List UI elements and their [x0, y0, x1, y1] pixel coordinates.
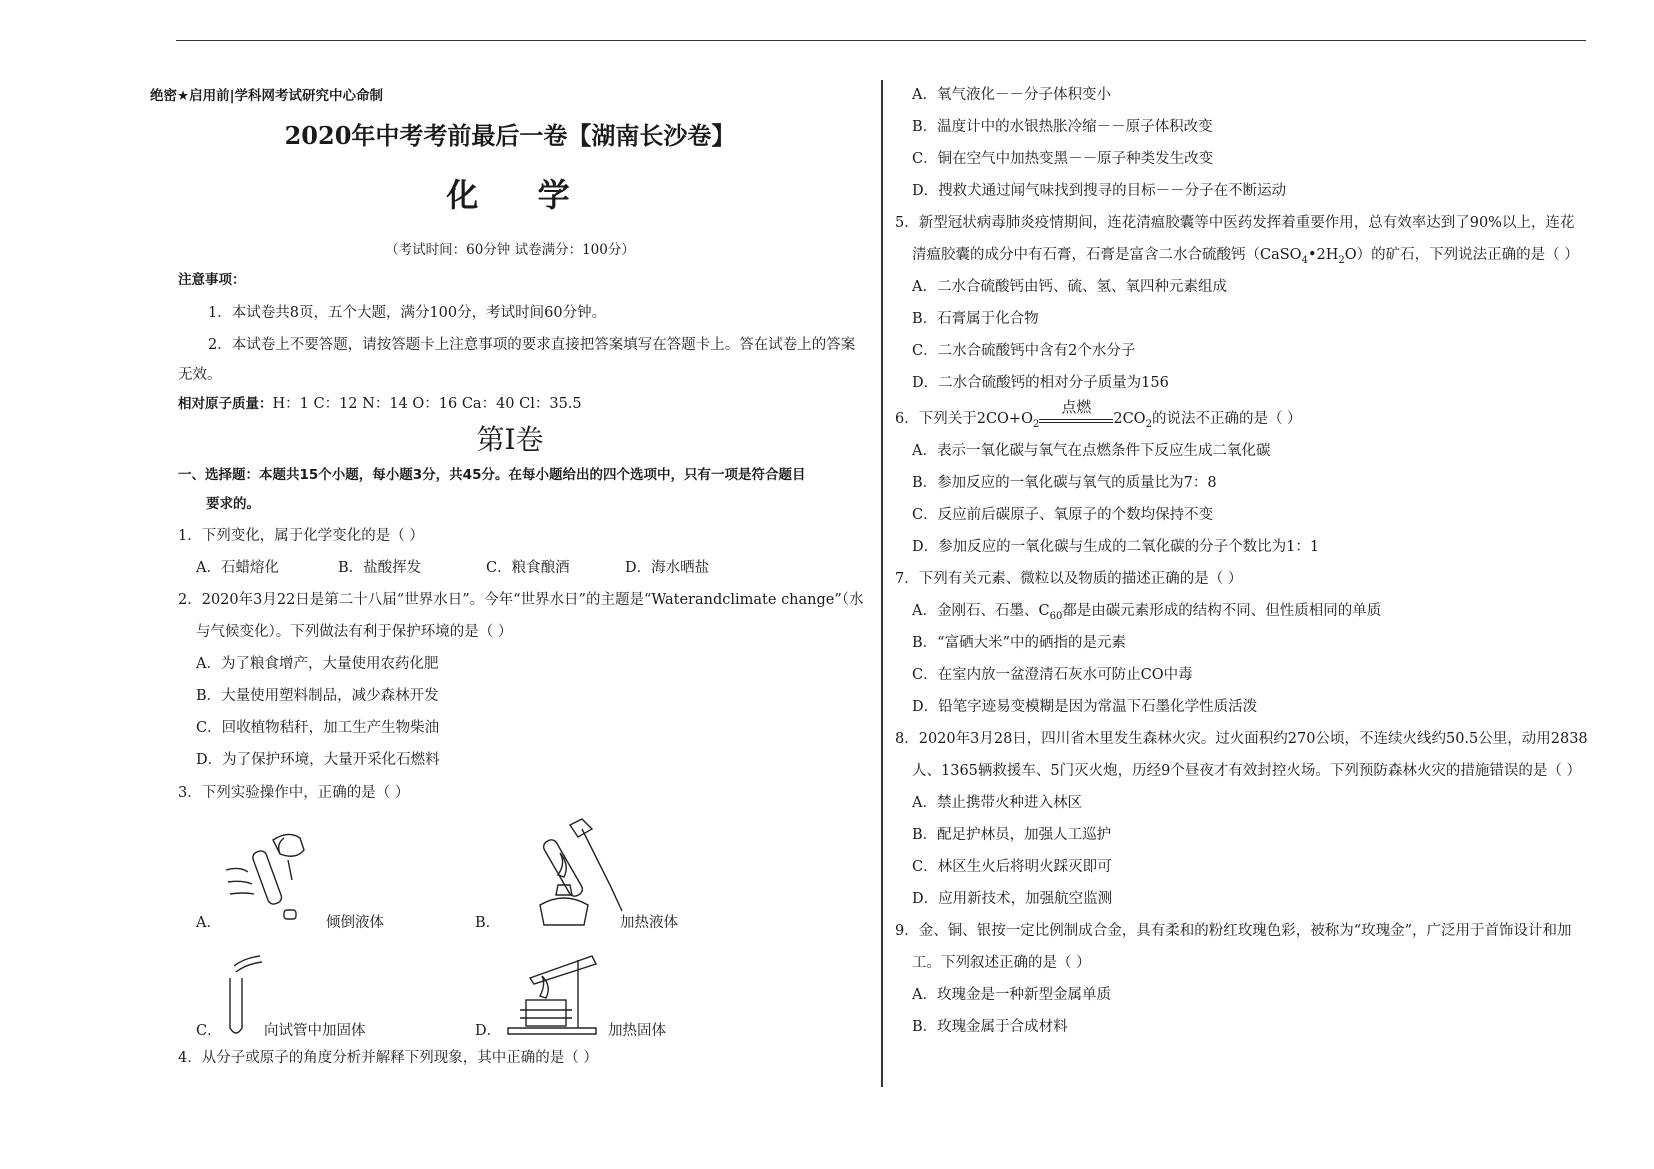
q9-stem-line1: 9．金、铜、银按一定比例制成合金，具有柔和的粉红玫瑰色彩，被称为“玫瑰金”，广泛用于首饰设计和加 — [895, 923, 1572, 939]
q3-option-a-label[interactable]: A． — [196, 915, 221, 931]
notes-heading: 注意事项： — [178, 272, 246, 288]
q6-option-b[interactable]: B．参加反应的一氧化碳与氧气的质量比为7：8 — [912, 475, 1217, 491]
q5-option-a[interactable]: A．二水合硫酸钙由钙、硫、氢、氧四种元素组成 — [912, 279, 1227, 295]
q6-stem-text-2: 2CO — [1113, 411, 1146, 427]
q9-option-b[interactable]: B．玫瑰金属于合成材料 — [912, 1019, 1068, 1035]
atomic-mass-label: 相对原子质量： — [178, 396, 273, 412]
note-item-1: 1．本试卷共8页，五个大题，满分100分，考试时间60分钟。 — [208, 305, 607, 321]
q2-option-a[interactable]: A．为了粮食增产，大量使用农药化肥 — [196, 656, 439, 672]
q2-stem-line1: 2．2020年3月22日是第二十八届“世界水日”。今年“世界水日”的主题是“Waterandclimate change”（水 — [178, 592, 864, 608]
q7-option-d[interactable]: D．铅笔字迹易变模糊是因为常温下石墨化学性质活泼 — [912, 699, 1258, 715]
q7-option-c[interactable]: C．在室内放一盆澄清石灰水可防止CO中毒 — [912, 667, 1193, 683]
equals-bar-bottom — [1039, 422, 1113, 423]
q1-option-b[interactable]: B．盐酸挥发 — [338, 560, 422, 576]
q2-option-c[interactable]: C．回收植物秸秆，加工生产生物柴油 — [196, 720, 440, 736]
q7-option-a-text-1: A．金刚石、石墨、C — [912, 603, 1050, 619]
stopper-icon — [280, 905, 302, 923]
atomic-mass-line — [178, 395, 582, 413]
q5-subscript-2: 2 — [1338, 254, 1345, 266]
exam-title: 2020年中考考前最后一卷【湖南长沙卷】 — [284, 121, 736, 150]
column-divider — [881, 80, 883, 1087]
q7-stem: 7．下列有关元素、微粒以及物质的描述正确的是（ ） — [895, 571, 1243, 587]
heat-liquid-figure — [500, 815, 640, 930]
equals-bar-top — [1039, 419, 1113, 420]
q5-stem-text-2: •2H — [1307, 247, 1339, 263]
q2-option-b[interactable]: B．大量使用塑料制品，减少森林开发 — [196, 688, 439, 704]
q7-option-a-subscript: 60 — [1049, 610, 1063, 622]
q2-option-d[interactable]: D．为了保护环境，大量开采化石燃料 — [196, 752, 440, 768]
q8-option-c[interactable]: C．林区生火后将明火踩灭即可 — [912, 859, 1112, 875]
q6-stem-text-1: 6．下列关于2CO+O — [895, 411, 1033, 427]
q3-option-d-label[interactable]: D． — [475, 1023, 502, 1039]
section1-line1: 一、选择题：本题共15个小题，每小题3分，共45分。在每小题给出的四个选项中，只有一项是符合题目 — [178, 467, 806, 483]
q3-option-b-caption: 加热液体 — [620, 915, 678, 931]
q1-option-c[interactable]: C．粮食酿酒 — [486, 560, 570, 576]
volume-title: 第Ⅰ卷 — [476, 423, 544, 456]
atomic-mass-values: H：1 C：12 N：14 O：16 Ca：40 Cl：35.5 — [272, 396, 582, 412]
q3-option-b-label[interactable]: B． — [475, 915, 501, 931]
q3-option-d-caption: 加热固体 — [608, 1023, 666, 1039]
q1-option-a[interactable]: A．石蜡熔化 — [196, 560, 279, 576]
q7-option-a[interactable] — [912, 602, 1381, 620]
q1-option-d[interactable]: D．海水晒盐 — [625, 560, 710, 576]
q7-option-b[interactable]: B．“富硒大米”中的硒指的是元素 — [912, 635, 1126, 651]
q5-stem-line2 — [912, 246, 1579, 264]
q9-stem-line2: 工。下列叙述正确的是（ ） — [912, 955, 1091, 971]
heat-solid-figure — [500, 940, 610, 1040]
note-item-2-line1: 2．本试卷上不要答题，请按答题卡上注意事项的要求直接把答案填写在答题卡上。答在试卷上的答案 — [208, 337, 856, 353]
q3-option-c-label[interactable]: C． — [196, 1023, 222, 1039]
secret-line: 绝密★启用前|学科网考试研究中心命制 — [150, 88, 384, 104]
top-rule — [176, 40, 1586, 41]
q4-stem: 4．从分子或原子的角度分析并解释下列现象，其中正确的是（ ） — [178, 1050, 598, 1066]
q4-option-d[interactable]: D．搜救犬通过闻气味找到搜寻的目标－－分子在不断运动 — [912, 183, 1287, 199]
q8-option-a[interactable]: A．禁止携带火种进入林区 — [912, 795, 1082, 811]
q5-stem-line1: 5．新型冠状病毒肺炎疫情期间，连花清瘟胶囊等中医药发挥着重要作用，总有效率达到了90%以上，连花 — [895, 215, 1575, 231]
q5-subscript-1: 4 — [1301, 254, 1308, 266]
q3-option-a-caption: 倾倒液体 — [326, 915, 384, 931]
q6-stem — [895, 398, 1302, 430]
q9-option-a[interactable]: A．玫瑰金是一种新型金属单质 — [912, 987, 1111, 1003]
q7-option-a-text-2: 都是由碳元素形成的结构不同、但性质相同的单质 — [1062, 603, 1382, 619]
q3-stem: 3．下列实验操作中，正确的是（ ） — [178, 785, 410, 801]
q8-stem-line1: 8．2020年3月28日，四川省木里发生森林火灾。过火面积约270公顷，不连续火线约50.5公里，动用2838 — [895, 731, 1588, 747]
q5-option-c[interactable]: C．二水合硫酸钙中含有2个水分子 — [912, 343, 1136, 359]
q8-option-b[interactable]: B．配足护林员，加强人工巡护 — [912, 827, 1112, 843]
q6-subscript-2: 2 — [1145, 418, 1152, 430]
q6-subscript-1: 2 — [1032, 418, 1040, 430]
q5-stem-text-1: 清瘟胶囊的成分中有石膏，石膏是富含二水合硫酸钙（CaSO — [912, 247, 1302, 263]
q8-option-d[interactable]: D．应用新技术，加强航空监测 — [912, 891, 1113, 907]
q4-option-a[interactable]: A．氧气液化－－分子体积变小 — [912, 87, 1111, 103]
subject-title: 化 学 — [446, 176, 594, 214]
q5-option-d[interactable]: D．二水合硫酸钙的相对分子质量为156 — [912, 375, 1169, 391]
q6-stem-text-3: 的说法不正确的是（ ） — [1151, 411, 1302, 427]
section1-line2: 要求的。 — [206, 496, 260, 512]
q2-stem-line2: 与气候变化）。下列做法有利于保护环境的是（ ） — [196, 624, 513, 640]
q5-option-b[interactable]: B．石膏属于化合物 — [912, 311, 1039, 327]
note-item-2-line2: 无效。 — [178, 367, 222, 383]
q1-stem: 1．下列变化，属于化学变化的是（ ） — [178, 528, 424, 544]
q6-option-c[interactable]: C．反应前后碳原子、氧原子的个数均保持不变 — [912, 507, 1214, 523]
q6-option-a[interactable]: A．表示一氧化碳与氧气在点燃条件下反应生成二氧化碳 — [912, 443, 1271, 459]
exam-info: （考试时间：60分钟 试卷满分：100分） — [385, 242, 635, 258]
q6-option-d[interactable]: D．参加反应的一氧化碳与生成的二氧化碳的分子个数比为1：1 — [912, 539, 1320, 555]
q4-option-b[interactable]: B．温度计中的水银热胀冷缩－－原子体积改变 — [912, 119, 1213, 135]
reaction-arrow — [1039, 398, 1113, 428]
q8-stem-line2: 人、1365辆救援车、5门灭火炮，历经9个昼夜才有效封控火场。下列预防森林火灾的措施错误的是（ ） — [912, 763, 1581, 779]
q5-stem-text-3: O）的矿石，下列说法正确的是（ ） — [1344, 247, 1579, 263]
q4-option-c[interactable]: C．铜在空气中加热变黑－－原子种类发生改变 — [912, 151, 1214, 167]
q3-option-c-caption: 向试管中加固体 — [264, 1023, 366, 1039]
reaction-condition: 点燃 — [1061, 398, 1092, 416]
